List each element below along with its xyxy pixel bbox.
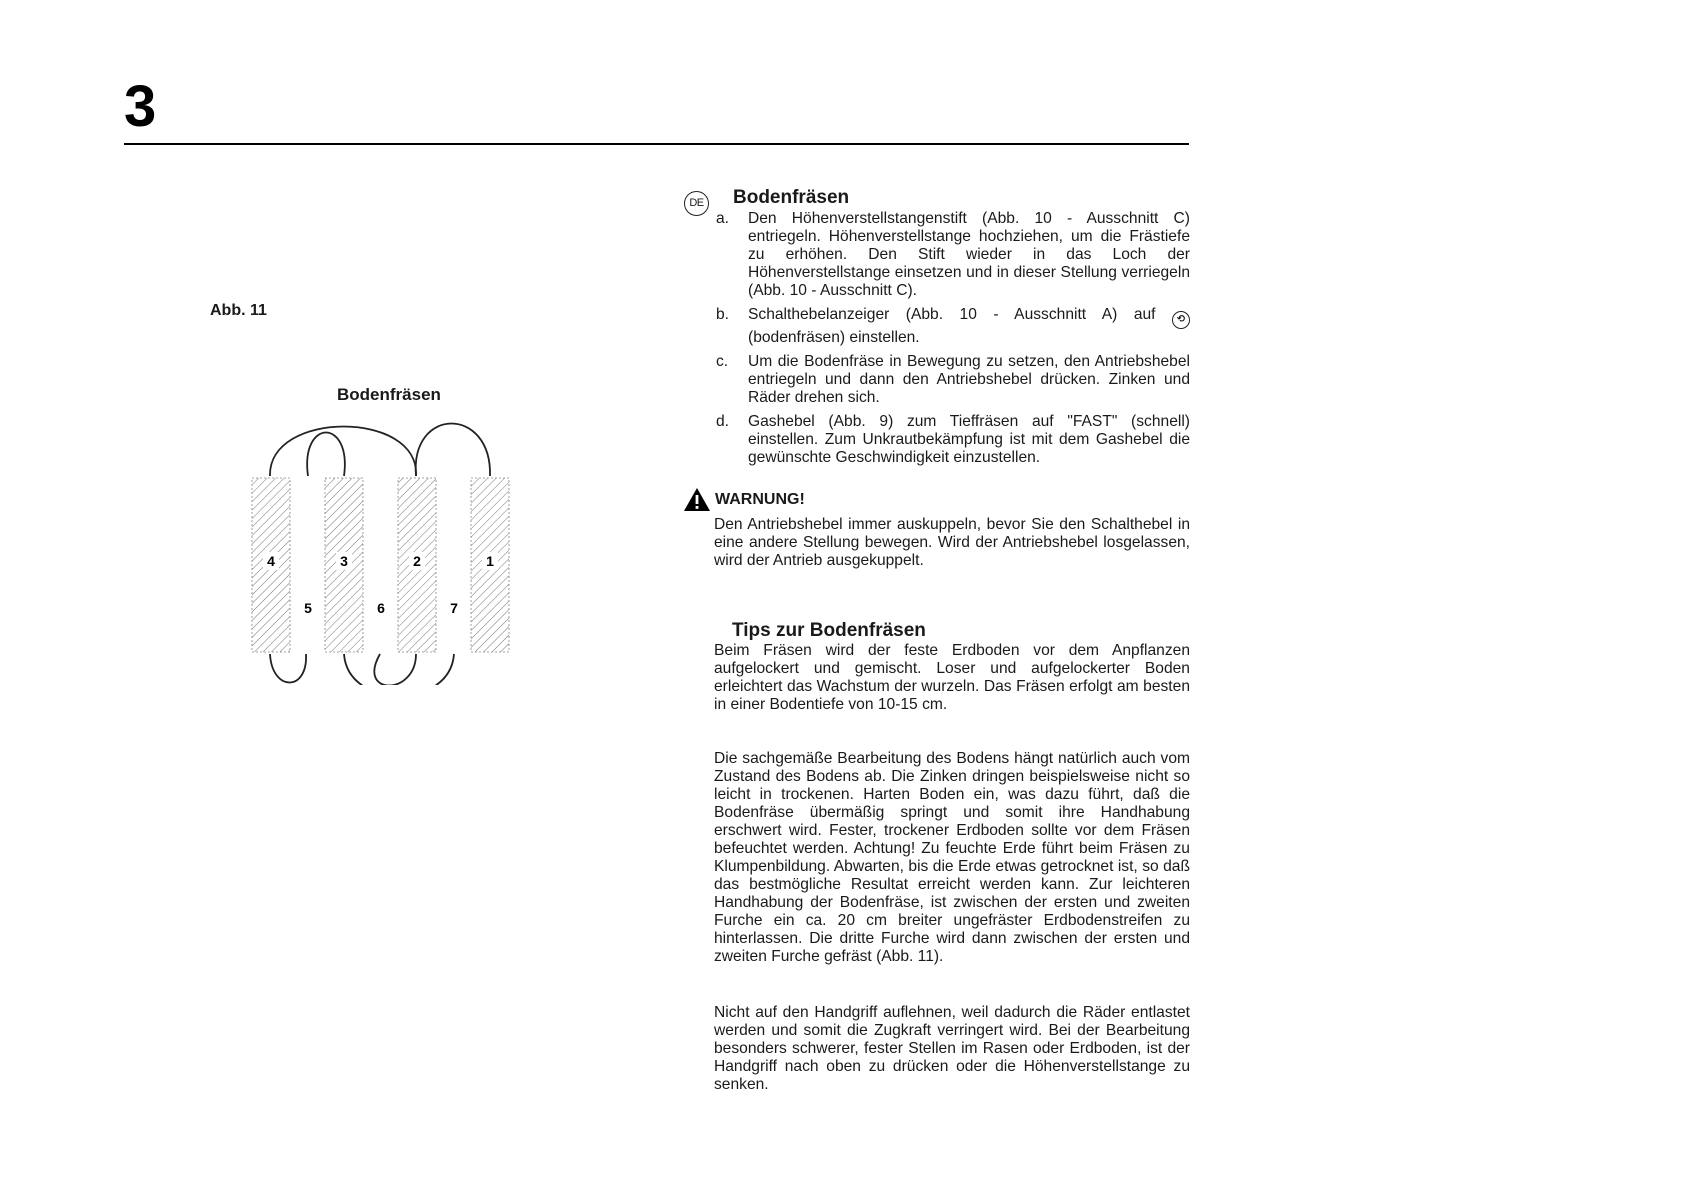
gap-label-7: 7 xyxy=(450,600,458,616)
furrow-label-3: 3 xyxy=(340,553,348,569)
figure-title: Bodenfräsen xyxy=(337,385,441,404)
page-number: 3 xyxy=(124,74,157,139)
turn-arc-bottom-2-6 xyxy=(374,654,416,685)
step-text: Um die Bodenfräse in Bewegung zu setzen, den Antriebshebel entriegeln und dann den Antriebshebel drücken. Zinken und Räder drehen sich. xyxy=(748,353,1190,406)
step-item xyxy=(714,210,1190,300)
instructions-column xyxy=(714,187,1190,1094)
step-item xyxy=(714,353,1190,407)
warning-title: WARNUNG! xyxy=(715,490,805,508)
section-heading: Bodenfräsen xyxy=(733,187,850,208)
furrow-label-1: 1 xyxy=(486,553,494,569)
tilling-mode-icon: ⟲ xyxy=(1172,311,1190,329)
tips-heading: Tips zur Bodenfräsen xyxy=(732,620,926,641)
step-item xyxy=(714,306,1190,347)
step-item xyxy=(714,413,1190,467)
furrow-label-2: 2 xyxy=(413,553,421,569)
step-marker: c. xyxy=(716,353,729,370)
tips-paragraph: Nicht auf den Handgriff auflehnen, weil dadurch die Räder entlastet werden und somit die Zugkraft verringert wird. Bei der Bearbeitung besonders schwerer, fester Stellen im Rasen oder Erdboden, ist der Handgriff nach oben zu drücken oder die Höhenverstellstange zu senken. xyxy=(714,1004,1190,1093)
step-list xyxy=(714,210,1190,467)
header-rule xyxy=(124,143,1189,145)
furrow-label-4: 4 xyxy=(267,553,275,569)
step-text-before: Schalthebelanzeiger (Abb. 10 - Ausschnitt A) auf xyxy=(748,306,1156,323)
turn-arc-top-2-1 xyxy=(416,424,490,477)
warning-box xyxy=(714,487,1190,570)
tips-paragraph: Die sachgemäße Bearbeitung des Bodens hängt natürlich auch vom Zustand des Bodens ab. Die Zinken dringen beispielsweise nicht so leicht in trockenen. Harten Boden ein, was dazu führt, daß die Bodenfräse übermäßig springt und somit ihre Handhabung erschwert wird. Fester, trockener Erdboden sollte vor dem Fräsen befeuchtet werden. Achtung! Zu feuchte Erde führt beim Fräsen zu Klumpenbildung. Abwarten, bis die Erde etwas getrocknet ist, so daß das bestmögliche Resultat erreicht werden kann. Zur leichteren Handhabung der Bodenfräse, ist zwischen der ersten und zweiten Furche ein ca. 20 cm breiter ungefräster Erdbodenstreifen zu hinterlassen. Die dritte Furche wird dann zwischen der ersten und zweiten Furche gefräst (Abb. 11). xyxy=(714,750,1190,965)
warning-icon xyxy=(683,487,711,512)
tips-paragraph: Beim Fräsen wird der feste Erdboden vor dem Anpflanzen aufgelockert und gemischt. Loser und aufgelockerter Boden erleichtert das Wachstum der wurzeln. Das Fräsen erfolgt am besten in einer Bodentiefe von 10-15 cm. xyxy=(714,642,1190,713)
turn-arc-bottom-4-5 xyxy=(270,654,306,683)
step-marker: b. xyxy=(716,306,730,323)
turn-arc-bottom-3-7 xyxy=(344,654,454,685)
step-marker: a. xyxy=(716,210,730,227)
language-badge: DE xyxy=(684,191,709,216)
step-text-after: (bodenfräsen) einstellen. xyxy=(748,329,920,346)
step-marker: d. xyxy=(716,413,730,430)
step-text: Gashebel (Abb. 9) zum Tieffräsen auf "FAST" (schnell) einstellen. Zum Unkrautbekämpfung ist mit dem Gashebel die gewünschte Geschwindigkeit einzustellen. xyxy=(748,413,1190,466)
tilling-pattern-diagram xyxy=(240,420,530,685)
gap-label-6: 6 xyxy=(377,600,385,616)
warning-text: Den Antriebshebel immer auskuppeln, bevor Sie den Schalthebel in eine andere Stellung bewegen. Wird der Antriebshebel losgelassen, wird der Antrieb ausgekuppelt. xyxy=(714,516,1190,569)
gap-label-5: 5 xyxy=(304,600,312,616)
step-text xyxy=(748,306,1190,347)
step-text: Den Höhenverstellstangenstift (Abb. 10 - Ausschnitt C) entriegeln. Höhenverstellstange hochziehen, um die Frästiefe zu erhöhen. Den Stift wieder in das Loch der Höhenverstellstange einsetzen und in dieser Stellung verriegeln (Abb. 10 - Ausschnitt C). xyxy=(748,210,1190,299)
turn-arc-top-3-5 xyxy=(307,433,345,477)
figure-label: Abb. 11 xyxy=(210,302,267,319)
